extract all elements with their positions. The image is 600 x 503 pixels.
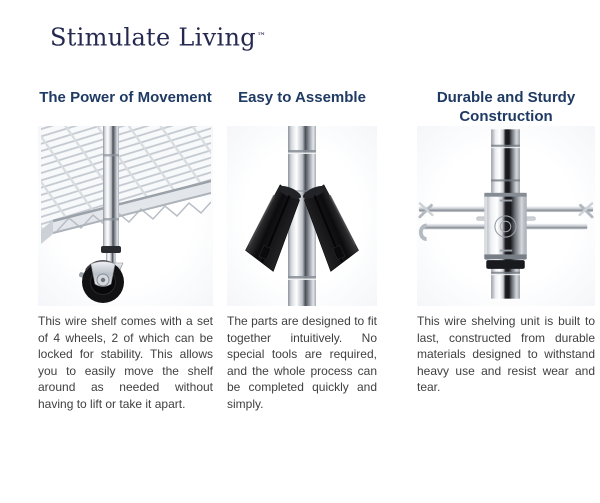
logo-text: Stimulate Living — [50, 23, 256, 52]
wire-rails-left — [419, 203, 488, 239]
feature-title: The Power of Movement — [39, 89, 212, 106]
feature-description: This wire shelving unit is built to last, constructed from durable materials designed to withstand heavy use and resist wear and tear. — [417, 314, 595, 394]
feature-title: Easy to Assemble — [238, 89, 366, 106]
feature-column-durability — [417, 88, 595, 396]
caster-wheel-photo — [38, 126, 213, 306]
shelf-joint-photo — [417, 126, 595, 306]
wire-rails-right — [524, 203, 593, 229]
feature-description: The parts are designed to fit together intuitively. No special tools are required, and the whole process can be completed quickly and simply. — [227, 314, 377, 411]
assembly-clips-photo — [227, 126, 377, 306]
caster-wheel-illustration — [41, 126, 211, 306]
shelf-joint-illustration — [417, 126, 595, 302]
feature-description: This wire shelf comes with a set of 4 wheels, 2 of which can be locked for stability. This allows you to easily move the shelf around as needed without having to lift or take it apart. — [38, 314, 213, 411]
caster-wheel — [78, 246, 124, 303]
feature-columns — [38, 88, 600, 412]
feature-column-assembly — [227, 88, 377, 412]
chrome-pole — [103, 126, 119, 250]
feature-column-movement — [38, 88, 213, 412]
feature-title: Durable and Sturdy Construction — [436, 89, 576, 125]
collar-joint — [484, 193, 526, 269]
trademark-symbol: ™ — [256, 32, 266, 42]
brand-logo — [0, 0, 600, 54]
pole-clips-illustration — [232, 126, 372, 306]
